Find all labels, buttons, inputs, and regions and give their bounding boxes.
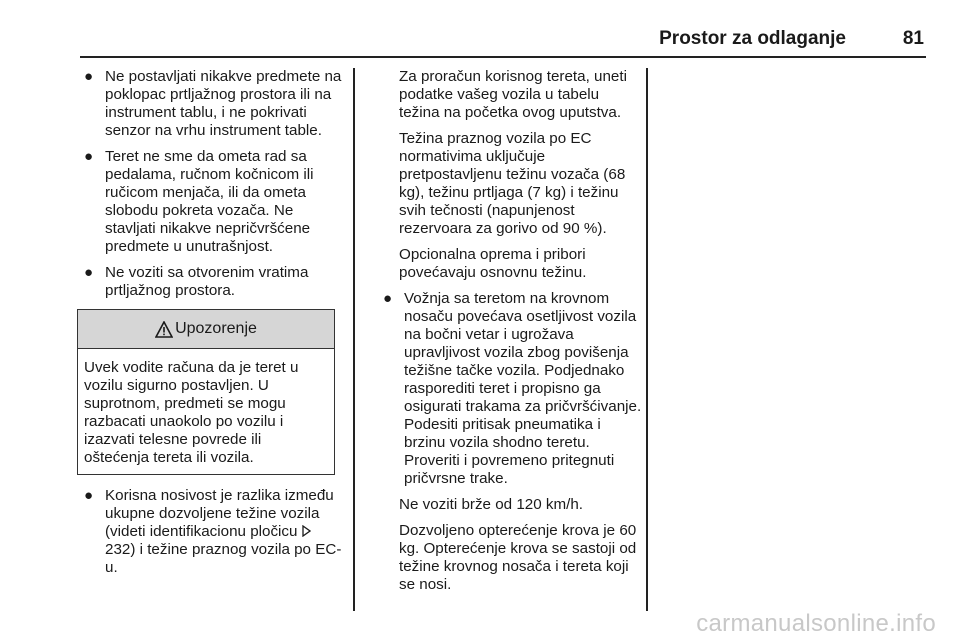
- watermark: carmanualsonline.info: [696, 610, 936, 637]
- warning-body: Uvek vodite računa da je teret u vozilu sigurno postavljen. U suprotnom, predmeti se mogu razbacati unaokolo po vozilu i izazvati telesne povrede ili oštećenja tereta ili vozila.: [84, 359, 299, 466]
- bullet-icon: ●: [84, 487, 94, 504]
- paragraph: Za proračun korisnog tereta, uneti podatke vašeg vozila u tabelu težina na početka ovog uputstva.: [399, 68, 627, 121]
- bullet-icon: ●: [84, 148, 94, 165]
- bullet-icon: ●: [84, 68, 94, 85]
- column-divider-left: [353, 68, 355, 611]
- page-reference[interactable]: 232: [105, 541, 131, 558]
- paragraph: Opcionalna oprema i pribori povećavaju osnovnu težinu.: [399, 246, 587, 281]
- list-item: ● Teret ne sme da ometa rad sa pedalama, ručnom kočnicom ili ručicom menjača, ili da ometa slobodu pokreta vozača. Ne stavljati nikakve nepričvršćene predmete u unutrašnjost.: [84, 148, 314, 255]
- left-column: [81, 68, 343, 585]
- column-divider-right: [646, 68, 648, 611]
- warning-header: [78, 310, 334, 349]
- bullet-icon: ●: [84, 264, 94, 281]
- page-header: [80, 26, 926, 58]
- warning-title: Upozorenje: [175, 320, 257, 337]
- bullet-icon: ●: [383, 290, 393, 307]
- section-title: Prostor za odlaganje: [659, 28, 846, 49]
- paragraph: Težina praznog vozila po EC normativima uključuje pretpostavljenu težinu vozača (68 kg), težinu prtljaga (7 kg) i težinu svih tečnosti (napunjenost rezervoara za gorivo od 90 %).: [399, 130, 626, 237]
- list-item: ● Ne postavljati nikakve predmete na poklopac prtljažnog prostora ili na instrument tablu, i ne pokrivati senzor na vrhu instrument table.: [84, 68, 342, 139]
- paragraph: Dozvoljeno opterećenje krova je 60 kg. Opterećenje krova se sastoji od težine krovnog nosača i tereta koji se nosi.: [399, 522, 637, 593]
- list-item: ● Ne voziti sa otvorenim vratima prtljažnog prostora.: [84, 264, 309, 299]
- list-item: ● Korisna nosivost je razlika između ukupne dozvoljene težine vozila (videti identifikacionu pločicu 232) i težine praznog vozila po EC-u.: [84, 487, 342, 576]
- list-item: ● Vožnja sa teretom na krovnom nosaču povećava osetljivost vozila na bočni vetar i ugrožava upravljivost vozila zbog povišenja težišne tačke vozila. Podjednako rasporediti teret i propisno ga osigurati trakama za pričvršćivanje. Podesiti pritisak pneumatika i brzinu vozila shodno teretu. Proveriti i povremeno pritegnuti pričvrsne trake.: [383, 290, 642, 487]
- page-number: 81: [902, 28, 924, 49]
- paragraph: Ne voziti brže od 120 km/h.: [399, 496, 584, 513]
- right-column: [380, 68, 642, 602]
- warning-triangle-icon: [155, 321, 173, 338]
- warning-box: [77, 309, 335, 475]
- page-reference-arrow-icon: [302, 525, 311, 537]
